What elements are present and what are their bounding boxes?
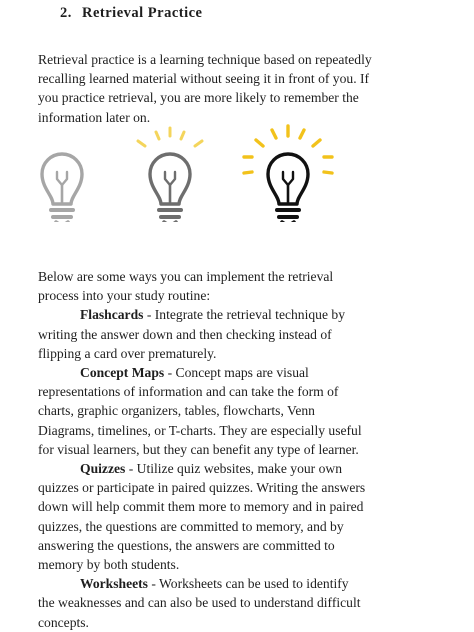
lightbulb-illustration (30, 122, 350, 222)
section-number: 2. (60, 5, 72, 21)
worksheets-continuation: concepts. (38, 614, 89, 630)
intro-line: information later on. (38, 109, 151, 125)
worksheets-continuation: the weaknesses and can also be used to understand difficult (38, 595, 361, 611)
quizzes-line (38, 459, 438, 478)
flashcards-text: - Integrate the retrieval technique by (143, 307, 345, 323)
lightbulb-dim-icon (138, 128, 202, 222)
concept-maps-line (38, 363, 438, 382)
intro-line: recalling learned material without seeing it in front of you. If (38, 71, 370, 87)
lightbulb-off-icon (42, 154, 82, 222)
concept-maps-term: Concept Maps (80, 365, 165, 381)
concept-maps-continuation: charts, graphic organizers, tables, flowcharts, Venn (38, 403, 315, 419)
concept-maps-text: - Concept maps are visual (164, 365, 309, 381)
worksheets-line (38, 574, 438, 593)
quizzes-continuation: down will help commit them more to memory and in paired (38, 499, 364, 515)
methods-intro-line: Below are some ways you can implement the retrieval (38, 269, 334, 284)
quizzes-continuation: memory by both students. (38, 557, 180, 573)
light-rays-bright (244, 126, 332, 173)
quizzes-term: Quizzes (80, 461, 126, 477)
section-heading (60, 2, 203, 24)
quizzes-continuation: quizzes, the questions are committed to memory, and by (38, 518, 344, 534)
concept-maps-continuation: representations of information and can take the form of (38, 384, 339, 400)
section-title: Retrieval Practice (82, 5, 203, 21)
flashcards-line (38, 305, 438, 324)
worksheets-term: Worksheets (80, 576, 148, 592)
quizzes-text: - Utilize quiz websites, make your own (125, 461, 343, 477)
worksheets-text: - Worksheets can be used to identify (147, 576, 349, 592)
light-rays-dim (138, 128, 202, 146)
flashcards-term: Flashcards (80, 307, 144, 323)
quizzes-continuation: answering the questions, the answers are committed to (38, 537, 335, 553)
quizzes-continuation: quizzes or participate in paired quizzes. Writing the answers (38, 480, 366, 496)
intro-line: you practice retrieval, you are more likely to remember the (38, 90, 359, 106)
lightbulb-bright-icon (244, 126, 332, 222)
concept-maps-continuation: Diagrams, timelines, or T-charts. They are especially useful (38, 422, 362, 438)
flashcards-continuation: flipping a card over prematurely. (38, 345, 217, 361)
flashcards-continuation: writing the answer down and then checking instead of (38, 326, 332, 342)
concept-maps-continuation: for visual learners, but they can benefit any type of learner. (38, 441, 359, 457)
study-methods (38, 267, 438, 632)
intro-line: Retrieval practice is a learning technique based on repeatedly (38, 52, 372, 67)
intro-paragraph (38, 50, 438, 127)
methods-intro-line: process into your study routine: (38, 288, 211, 304)
